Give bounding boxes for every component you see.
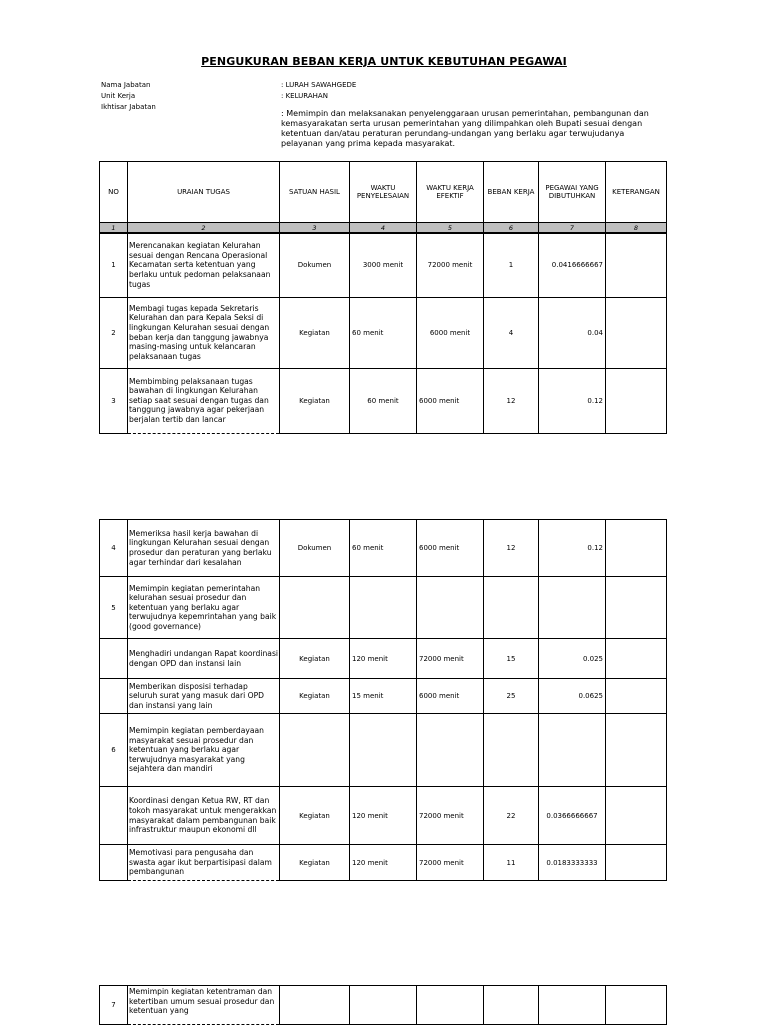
header-pegawai-dibutuhkan: PEGAWAI YANG DIBUTUHKAN <box>539 162 606 223</box>
table-row <box>100 233 667 297</box>
row-load <box>484 714 539 787</box>
row-time: 60 menit <box>350 368 417 433</box>
header-number: 8 <box>606 223 667 234</box>
row-unit: Dokumen <box>280 233 350 297</box>
row-load: 11 <box>484 845 539 881</box>
row-time: 3000 menit <box>350 233 417 297</box>
header-number: 3 <box>280 223 350 234</box>
row-note <box>606 368 667 433</box>
unit-kerja-value: : KELURAHAN <box>281 92 328 100</box>
workload-table-page-1 <box>99 161 667 434</box>
table-row <box>100 297 667 368</box>
row-needed: 0.0625 <box>539 679 606 714</box>
row-effective <box>417 714 484 787</box>
row-no: 7 <box>100 986 128 1025</box>
row-needed: 0.0416666667 <box>539 233 606 297</box>
table-row <box>100 787 667 845</box>
row-task: Menghadiri undangan Rapat koordinasi dengan OPD dan instansi lain <box>128 639 280 679</box>
row-no <box>100 787 128 845</box>
workload-table-page-3 <box>99 985 667 1025</box>
row-unit <box>280 714 350 787</box>
row-load: 12 <box>484 520 539 577</box>
header-no: NO <box>100 162 128 223</box>
row-no: 5 <box>100 577 128 639</box>
table-row <box>100 845 667 881</box>
row-unit: Dokumen <box>280 520 350 577</box>
row-note <box>606 679 667 714</box>
row-effective: 6000 menit <box>417 368 484 433</box>
row-load: 25 <box>484 679 539 714</box>
row-note <box>606 520 667 577</box>
row-effective <box>417 577 484 639</box>
ikhtisar-value: : Memimpin dan melaksanakan penyelenggaraan urusan pemerintahan, pembangunan dan kemasyarakatan serta urusan pemerintahan yang dilimpahkan oleh Bupati sesuai dengan ketentuan dan/atau peraturan perundang-undangan yang berlaku agar terwujudanya pelayanan yang prima kepada masyarakat. <box>281 109 649 148</box>
header-waktu-penyelesaian: WAKTU PENYELESAIAN <box>350 162 417 223</box>
row-no: 4 <box>100 520 128 577</box>
row-load: 22 <box>484 787 539 845</box>
row-load <box>484 577 539 639</box>
row-task: Memimpin kegiatan pemerintahan kelurahan sesuai prosedur dan ketentuan yang berlaku agar terwujudnya kepemrintahan yang baik (good governance) <box>128 577 280 639</box>
row-task: Memotivasi para pengusaha dan swasta agar ikut berpartisipasi dalam pembangunan <box>128 845 280 881</box>
row-no <box>100 679 128 714</box>
row-note <box>606 714 667 787</box>
table-row <box>100 714 667 787</box>
nama-jabatan-value: : LURAH SAWAHGEDE <box>281 81 357 89</box>
row-no: 6 <box>100 714 128 787</box>
header-keterangan: KETERANGAN <box>606 162 667 223</box>
row-needed <box>539 714 606 787</box>
row-no <box>100 639 128 679</box>
row-unit: Kegiatan <box>280 679 350 714</box>
row-task: Membagi tugas kepada Sekretaris Kelurahan dan para Kepala Seksi di lingkungan Kelurahan sesuai dengan beban kerja dan tanggung jawabnya masing-masing untuk kelancaran pelaksanaan tugas <box>128 297 280 368</box>
row-load: 4 <box>484 297 539 368</box>
workload-table-page-2 <box>99 519 667 881</box>
row-time <box>350 714 417 787</box>
row-unit: Kegiatan <box>280 787 350 845</box>
row-note <box>606 787 667 845</box>
table-row <box>100 986 667 1025</box>
row-effective: 6000 menit <box>417 297 484 368</box>
row-needed: 0.025 <box>539 639 606 679</box>
row-time: 120 menit <box>350 845 417 881</box>
row-needed <box>539 577 606 639</box>
row-task: Memeriksa hasil kerja bawahan di lingkungan Kelurahan sesuai dengan prosedur dan peraturan yang berlaku agar terhindar dari kesalahan <box>128 520 280 577</box>
table-row <box>100 639 667 679</box>
row-note <box>606 577 667 639</box>
row-task: Membimbing pelaksanaan tugas bawahan di lingkungan Kelurahan setiap saat sesuai dengan tugas dan tanggung jawabnya agar pekerjaan berjalan tertib dan lancar <box>128 368 280 433</box>
header-number: 2 <box>128 223 280 234</box>
row-unit: Kegiatan <box>280 368 350 433</box>
row-needed: 0.0366666667 <box>539 787 606 845</box>
header-waktu-kerja-efektif: WAKTU KERJA EFEKTIF <box>417 162 484 223</box>
row-unit <box>280 986 350 1025</box>
row-no: 1 <box>100 233 128 297</box>
row-effective: 6000 menit <box>417 520 484 577</box>
row-note <box>606 639 667 679</box>
row-time: 60 menit <box>350 520 417 577</box>
row-task: Koordinasi dengan Ketua RW, RT dan tokoh masyarakat untuk mengerakkan masyarakat dalam pembangunan baik infrastruktur maupun ekonomi dll <box>128 787 280 845</box>
row-task: Memberikan disposisi terhadap seluruh surat yang masuk dari OPD dan instansi yang lain <box>128 679 280 714</box>
row-time: 60 menit <box>350 297 417 368</box>
header-number: 4 <box>350 223 417 234</box>
nama-jabatan-label: Nama Jabatan <box>101 81 151 89</box>
table-row <box>100 520 667 577</box>
row-needed: 0.04 <box>539 297 606 368</box>
header-number: 5 <box>417 223 484 234</box>
row-effective: 72000 menit <box>417 787 484 845</box>
table-row <box>100 368 667 433</box>
row-needed: 0.0183333333 <box>539 845 606 881</box>
row-time: 120 menit <box>350 787 417 845</box>
row-unit <box>280 577 350 639</box>
row-effective <box>417 986 484 1025</box>
header-number: 7 <box>539 223 606 234</box>
ikhtisar-label: Ikhtisar Jabatan <box>101 103 156 111</box>
row-load: 12 <box>484 368 539 433</box>
row-unit: Kegiatan <box>280 845 350 881</box>
header-uraian-tugas: URAIAN TUGAS <box>128 162 280 223</box>
row-no: 2 <box>100 297 128 368</box>
row-time: 120 menit <box>350 639 417 679</box>
row-task: Merencanakan kegiatan Kelurahan sesuai dengan Rencana Operasional Kecamatan serta ketentuan yang berlaku untuk pedoman pelaksanaan tugas <box>128 233 280 297</box>
table-row <box>100 577 667 639</box>
page-title: PENGUKURAN BEBAN KERJA UNTUK KEBUTUHAN PEGAWAI <box>201 55 567 68</box>
row-note <box>606 297 667 368</box>
row-needed: 0.12 <box>539 368 606 433</box>
row-load: 1 <box>484 233 539 297</box>
header-satuan-hasil: SATUAN HASIL <box>280 162 350 223</box>
row-unit: Kegiatan <box>280 297 350 368</box>
row-unit: Kegiatan <box>280 639 350 679</box>
row-effective: 72000 menit <box>417 233 484 297</box>
row-needed: 0.12 <box>539 520 606 577</box>
row-time: 15 menit <box>350 679 417 714</box>
header-beban-kerja: BEBAN KERJA <box>484 162 539 223</box>
row-effective: 6000 menit <box>417 679 484 714</box>
header-number: 1 <box>100 223 128 234</box>
row-effective: 72000 menit <box>417 639 484 679</box>
row-no <box>100 845 128 881</box>
table-row <box>100 679 667 714</box>
row-no: 3 <box>100 368 128 433</box>
row-note <box>606 233 667 297</box>
row-note <box>606 845 667 881</box>
row-note <box>606 986 667 1025</box>
unit-kerja-label: Unit Kerja <box>101 92 136 100</box>
row-task: Memimpin kegiatan pemberdayaan masyarakat sesuai prosedur dan ketentuan yang berlaku agar terwujudnya masyarakat yang sejahtera dan mandiri <box>128 714 280 787</box>
header-number: 6 <box>484 223 539 234</box>
row-time <box>350 577 417 639</box>
row-load: 15 <box>484 639 539 679</box>
row-effective: 72000 menit <box>417 845 484 881</box>
row-task: Memimpin kegiatan ketentraman dan ketertiban umum sesuai prosedur dan ketentuan yang <box>128 986 280 1025</box>
row-needed <box>539 986 606 1025</box>
row-time <box>350 986 417 1025</box>
row-load <box>484 986 539 1025</box>
